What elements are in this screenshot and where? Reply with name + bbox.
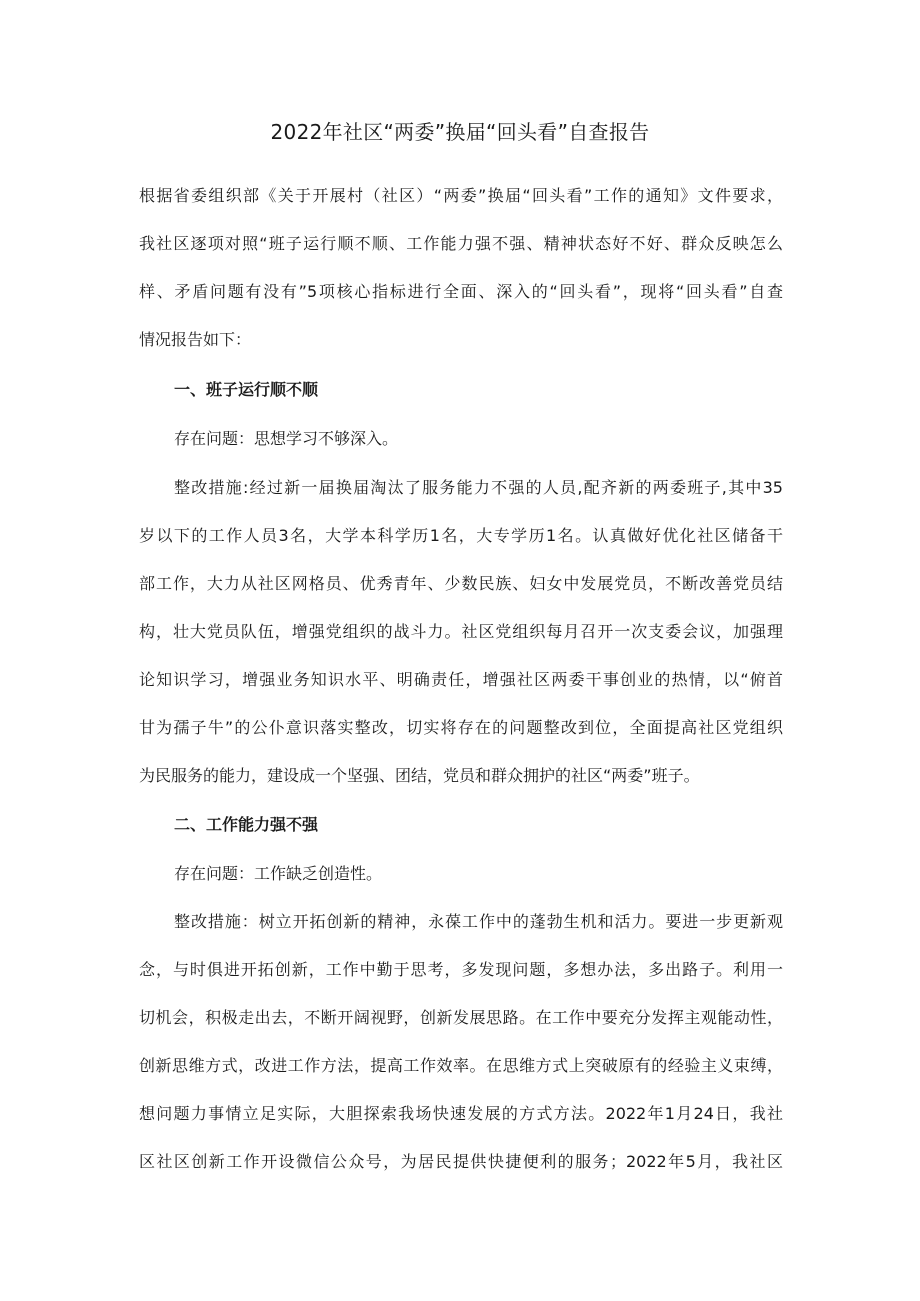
measures-line: 整改措施:经过新一届换届淘汰了服务能力不强的人员,配齐新的两委班子,其中35 <box>174 478 783 497</box>
intro-line: 情况报告如下： <box>139 330 252 349</box>
section-heading: 一、班子运行顺不顺 <box>174 380 319 399</box>
measures-line: 为民服务的能力，建设成一个坚强、团结，党员和群众拥护的社区“两委”班子。 <box>139 766 700 785</box>
intro-line: 样、矛盾问题有没有”5项核心指标进行全面、深入的“回头看”，现将“回头看”自查 <box>139 282 783 301</box>
section-heading: 二、工作能力强不强 <box>174 815 319 834</box>
measures-line: 切机会，积极走出去，不断开阔视野，创新发展思路。在工作中要充分发挥主观能动性， <box>139 1008 783 1027</box>
measures-line: 甘为孺子牛”的公仆意识落实整改，切实将存在的问题整改到位，全面提高社区党组织 <box>139 718 783 737</box>
problem-text: 存在问题：工作缺乏创造性。 <box>174 864 383 883</box>
document-title: 2022年社区“两委”换届“回头看”自查报告 <box>270 120 650 144</box>
measures-line: 整改措施：树立开拓创新的精神，永葆工作中的蓬勃生机和活力。要进一步更新观 <box>174 912 783 931</box>
intro-line: 我社区逐项对照“班子运行顺不顺、工作能力强不强、精神状态好不好、群众反映怎么 <box>139 234 783 253</box>
measures-line: 创新思维方式，改进工作方法，提高工作效率。在思维方式上突破原有的经验主义束缚， <box>139 1056 783 1075</box>
measures-line: 区社区创新工作开设微信公众号，为居民提供快捷便利的服务；2022年5月，我社区 <box>139 1152 783 1171</box>
measures-line: 岁以下的工作人员3名，大学本科学历1名，大专学历1名。认真做好优化社区储备干 <box>139 526 783 545</box>
measures-line: 构，壮大党员队伍，增强党组织的战斗力。社区党组织每月召开一次支委会议，加强理 <box>139 622 783 641</box>
measures-line: 论知识学习，增强业务知识水平、明确责任，增强社区两委干事创业的热情，以“俯首 <box>139 670 783 689</box>
measures-line: 念，与时俱进开拓创新，工作中勤于思考，多发现问题，多想办法，多出路子。利用一 <box>139 960 783 979</box>
measures-line: 部工作，大力从社区网格员、优秀青年、少数民族、妇女中发展党员，不断改善党员结 <box>139 574 783 593</box>
measures-line: 想问题力事情立足实际，大胆探索我场快速发展的方式方法。2022年1月24日，我社 <box>139 1104 783 1123</box>
problem-text: 存在问题：思想学习不够深入。 <box>174 429 399 448</box>
intro-line: 根据省委组织部《关于开展村（社区）“两委”换届“回头看”工作的通知》文件要求， <box>139 186 783 205</box>
